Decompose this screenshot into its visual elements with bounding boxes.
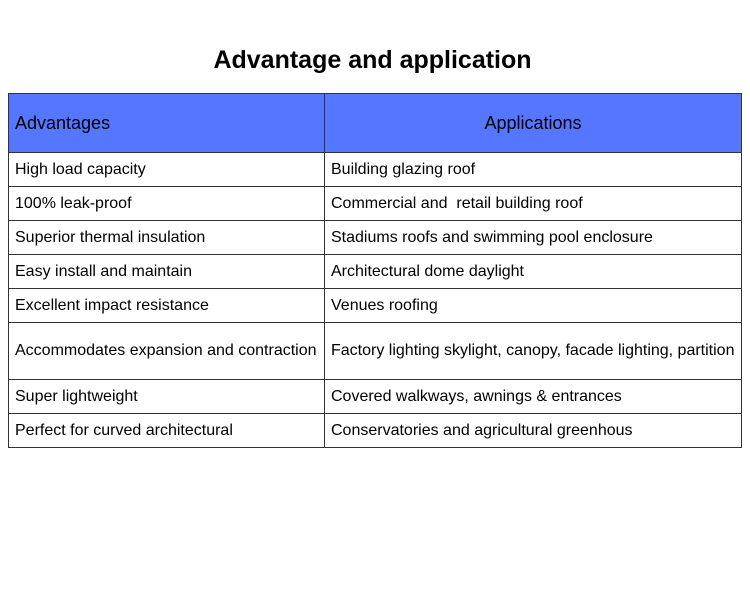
advantage-cell: High load capacity [9, 153, 325, 187]
applications-column-header: Applications [325, 94, 742, 153]
advantages-column-header: Advantages [9, 94, 325, 153]
table-header-row [9, 94, 742, 153]
advantage-cell: Accommodates expansion and contraction [9, 323, 325, 380]
application-cell: Covered walkways, awnings & entrances [325, 380, 742, 414]
page-title: Advantage and application [213, 46, 532, 74]
advantage-cell: Easy install and maintain [9, 255, 325, 289]
application-cell: Factory lighting skylight, canopy, facade lighting, partition [325, 323, 742, 380]
table-row [9, 380, 742, 414]
table-row [9, 255, 742, 289]
table-row [9, 187, 742, 221]
advantage-cell: Excellent impact resistance [9, 289, 325, 323]
application-cell: Architectural dome daylight [325, 255, 742, 289]
table-row [9, 414, 742, 448]
application-cell: Conservatories and agricultural greenhous [325, 414, 742, 448]
application-cell: Venues roofing [325, 289, 742, 323]
application-cell: Stadiums roofs and swimming pool enclosure [325, 221, 742, 255]
table-row [9, 289, 742, 323]
table-row [9, 323, 742, 380]
table-row [9, 153, 742, 187]
advantage-cell: Superior thermal insulation [9, 221, 325, 255]
advantage-application-table [8, 93, 742, 448]
advantage-cell: Super lightweight [9, 380, 325, 414]
advantage-cell: Perfect for curved architectural [9, 414, 325, 448]
application-cell: Commercial and retail building roof [325, 187, 742, 221]
advantage-cell: 100% leak-proof [9, 187, 325, 221]
table-row [9, 221, 742, 255]
application-cell: Building glazing roof [325, 153, 742, 187]
